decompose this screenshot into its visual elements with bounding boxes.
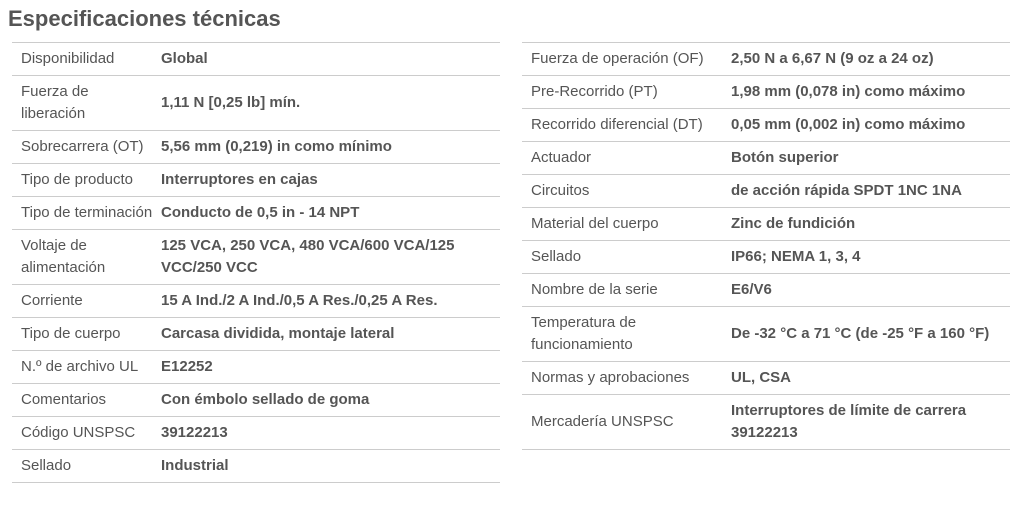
spec-value: Interruptores en cajas	[153, 164, 500, 197]
spec-row	[12, 197, 500, 230]
spec-label: Fuerza de operación (OF)	[522, 43, 723, 76]
spec-row	[522, 241, 1010, 274]
spec-row	[12, 164, 500, 197]
spec-label: Tipo de cuerpo	[12, 318, 153, 351]
spec-value: 0,05 mm (0,002 in) como máximo	[723, 109, 1010, 142]
spec-row	[522, 362, 1010, 395]
spec-row	[12, 450, 500, 483]
spec-value: Zinc de fundición	[723, 208, 1010, 241]
spec-row	[522, 76, 1010, 109]
spec-label: Tipo de producto	[12, 164, 153, 197]
spec-row	[522, 307, 1010, 362]
spec-label: Código UNSPSC	[12, 417, 153, 450]
spec-row	[12, 351, 500, 384]
spec-value: Botón superior	[723, 142, 1010, 175]
spec-row	[522, 43, 1010, 76]
spec-value: Conducto de 0,5 in - 14 NPT	[153, 197, 500, 230]
spec-value: de acción rápida SPDT 1NC 1NA	[723, 175, 1010, 208]
spec-value: E12252	[153, 351, 500, 384]
spec-value: UL, CSA	[723, 362, 1010, 395]
spec-row	[12, 384, 500, 417]
spec-label: Sobrecarrera (OT)	[12, 131, 153, 164]
spec-value: 125 VCA, 250 VCA, 480 VCA/600 VCA/125 VCC/250 VCC	[153, 230, 500, 285]
spec-label: Material del cuerpo	[522, 208, 723, 241]
spec-label: Sellado	[12, 450, 153, 483]
spec-label: Comentarios	[12, 384, 153, 417]
spec-value: Global	[153, 43, 500, 76]
spec-value: IP66; NEMA 1, 3, 4	[723, 241, 1010, 274]
spec-label: Sellado	[522, 241, 723, 274]
spec-value: Con émbolo sellado de goma	[153, 384, 500, 417]
spec-label: Fuerza de liberación	[12, 76, 153, 131]
spec-value: Interruptores de límite de carrera 39122213	[723, 395, 1010, 450]
spec-label: Voltaje de alimentación	[12, 230, 153, 285]
spec-row	[12, 285, 500, 318]
spec-value: 1,98 mm (0,078 in) como máximo	[723, 76, 1010, 109]
spec-value: 2,50 N a 6,67 N (9 oz a 24 oz)	[723, 43, 1010, 76]
spec-row	[12, 131, 500, 164]
spec-row	[522, 274, 1010, 307]
spec-label: Nombre de la serie	[522, 274, 723, 307]
specs-table-right	[522, 42, 1010, 450]
spec-label: Disponibilidad	[12, 43, 153, 76]
spec-label: N.º de archivo UL	[12, 351, 153, 384]
spec-row	[522, 109, 1010, 142]
spec-value: Carcasa dividida, montaje lateral	[153, 318, 500, 351]
spec-label: Corriente	[12, 285, 153, 318]
spec-label: Temperatura de funcionamiento	[522, 307, 723, 362]
spec-value: 39122213	[153, 417, 500, 450]
spec-row	[12, 43, 500, 76]
spec-value: 1,11 N [0,25 lb] mín.	[153, 76, 500, 131]
spec-label: Actuador	[522, 142, 723, 175]
spec-row	[522, 175, 1010, 208]
spec-row	[522, 395, 1010, 450]
spec-label: Recorrido diferencial (DT)	[522, 109, 723, 142]
specs-table-right-body	[522, 43, 1010, 450]
spec-label: Mercadería UNSPSC	[522, 395, 723, 450]
specs-table-left	[12, 42, 500, 483]
spec-value: De -32 °C a 71 °C (de -25 °F a 160 °F)	[723, 307, 1010, 362]
spec-row	[12, 417, 500, 450]
spec-row	[12, 76, 500, 131]
spec-label: Circuitos	[522, 175, 723, 208]
spec-label: Normas y aprobaciones	[522, 362, 723, 395]
spec-row	[522, 142, 1010, 175]
spec-value: 15 A Ind./2 A Ind./0,5 A Res./0,25 A Res.	[153, 285, 500, 318]
specs-table-left-body	[12, 43, 500, 483]
spec-row	[12, 318, 500, 351]
spec-value: Industrial	[153, 450, 500, 483]
spec-label: Tipo de terminación	[12, 197, 153, 230]
page-title: Especificaciones técnicas	[8, 6, 281, 31]
spec-label: Pre-Recorrido (PT)	[522, 76, 723, 109]
spec-value: 5,56 mm (0,219) in como mínimo	[153, 131, 500, 164]
spec-row	[12, 230, 500, 285]
spec-value: E6/V6	[723, 274, 1010, 307]
spec-row	[522, 208, 1010, 241]
